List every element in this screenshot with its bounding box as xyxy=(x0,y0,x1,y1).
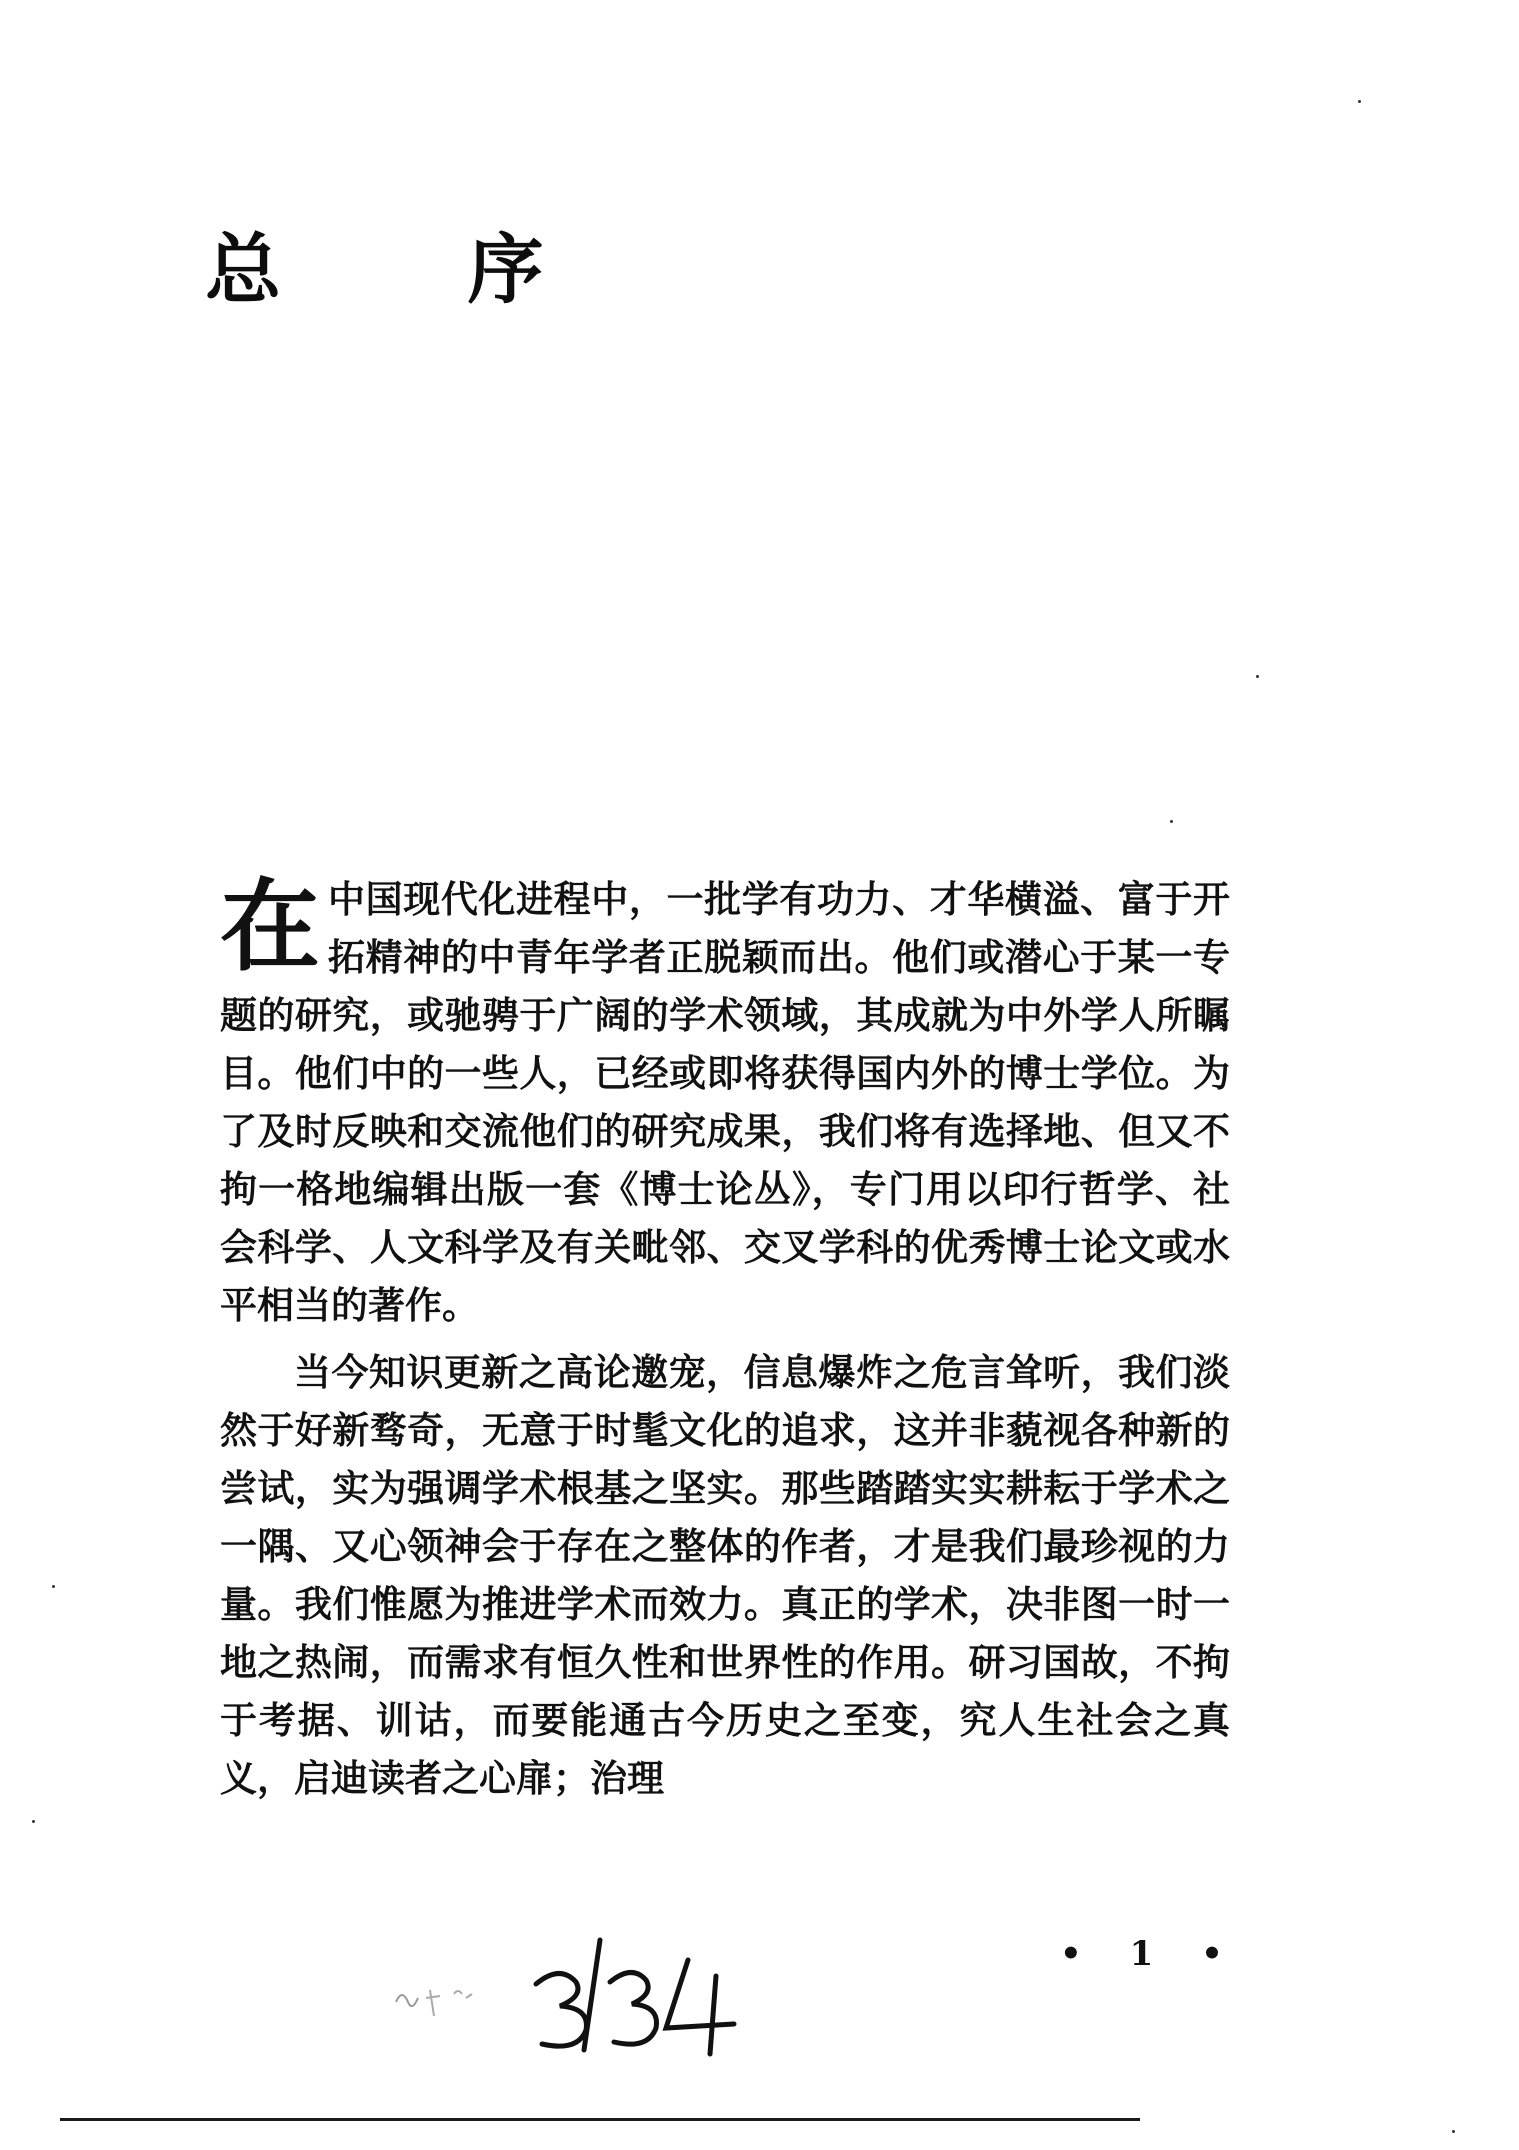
paragraph-2: 当今知识更新之高论邀宠，信息爆炸之危言耸听，我们淡然于好新骛奇，无意于时髦文化的追求，这并非藐视各种新的尝试，实为强调学术根基之坚实。那些踏踏实实耕耘于学术之一隅、又心领神会于存在之整体的作者，才是我们最珍视的力量。我们惟愿为推进学术而效力。真正的学术，决非图一时一地之热闹，而需求有恒久性和世界性的作用。研习国故，不拘于考据、训诂，而要能通古今历史之至变，究人生社会之真义，启迪读者之心扉；治理 xyxy=(220,1350,1230,1800)
paragraph-1-text: 中国现代化进程中，一批学有功力、才华横溢、富于开拓精神的中青年学者正脱颖而出。他们或潜心于某一专题的研究，或驰骋于广阔的学术领域，其成就为中外学人所瞩目。他们中的一些人，已经或即将获得国内外的博士学位。为了及时反映和交流他们的研究成果，我们将有选择地、但又不拘一格地编辑出版一套《博士论丛》，专门用以印行哲学、社会科学、人文科学及有关毗邻、交叉学科的优秀博士论文或水平相当的著作。 xyxy=(220,877,1230,1327)
page-title: 总 序 xyxy=(205,225,624,314)
preface-body xyxy=(220,870,1230,1816)
scan-speck xyxy=(52,1585,55,1588)
drop-cap: 在 xyxy=(220,868,320,985)
scan-speck xyxy=(1170,820,1173,823)
bottom-rule xyxy=(60,2117,1140,2122)
scan-speck xyxy=(32,1820,35,1823)
paragraph-1 xyxy=(220,870,1230,1334)
page-number: • 1 • xyxy=(1060,1934,1241,1974)
scan-speck xyxy=(1358,100,1361,103)
handwritten-note xyxy=(388,1932,808,2062)
scan-speck xyxy=(1452,2130,1455,2133)
scan-speck xyxy=(1256,675,1259,678)
